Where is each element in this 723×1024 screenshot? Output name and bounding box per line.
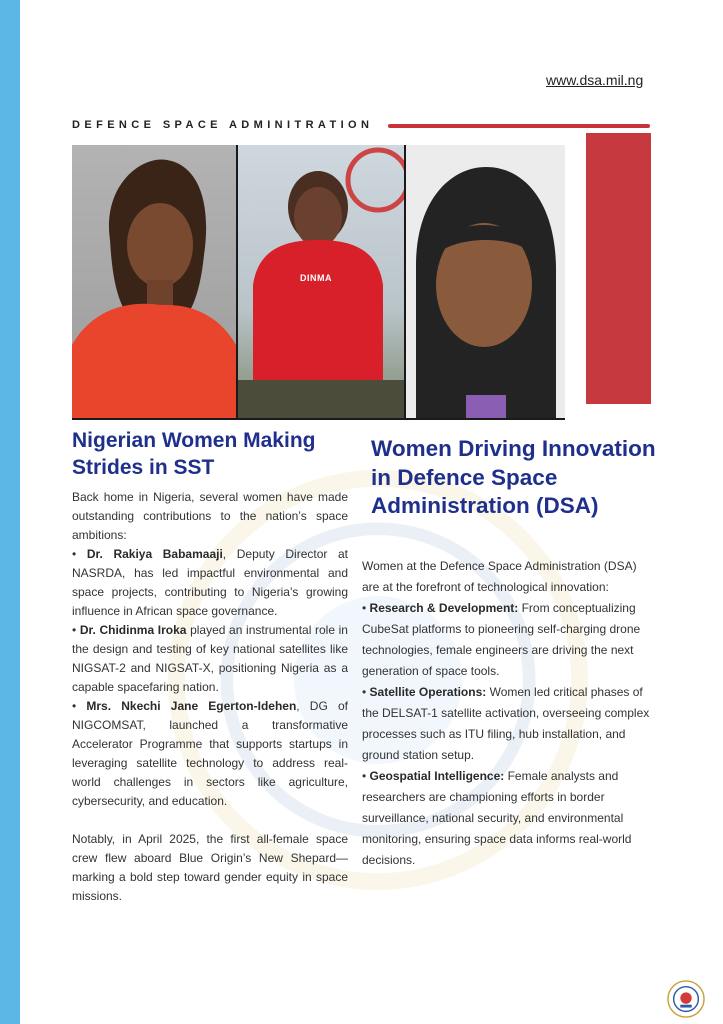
dsa-seal-icon (667, 980, 705, 1018)
right-list-item: • Research & Development: From conceptualizing CubeSat platforms to pioneering self-charging drone technologies, female engineers are driving the next generation of space tools. (362, 601, 641, 678)
portrait-photo-1 (72, 145, 236, 418)
item-heading: Satellite Operations: (369, 685, 487, 699)
right-section-title: Women Driving Innovation in Defence Space Administration (DSA) (371, 436, 656, 518)
side-accent-bar (0, 0, 20, 1024)
portrait-photo-2 (238, 145, 404, 418)
header-label: DEFENCE SPACE ADMINITRATION (72, 119, 374, 131)
right-intro-paragraph: Women at the Defence Space Administration (DSA) are at the forefront of technological innovation: (362, 559, 637, 594)
item-heading: Geospatial Intelligence: (369, 769, 505, 783)
right-list-item: • Satellite Operations: Women led critical phases of the DELSAT-1 satellite activation, overseeing complex processes such as ITU filing, hub installation, and ground station setup. (362, 685, 650, 762)
shirt-print: DINMA (300, 273, 332, 283)
left-list-item: • Dr. Chidinma Iroka played an instrumental role in the design and testing of key national satellites like NIGSAT-2 and NIGSAT-X, positioning Nigeria as a capable spacefaring nation. (72, 623, 348, 694)
item-text: Women led critical phases of the DELSAT-1 satellite activation, overseeing complex processes such as ITU filing, hub installation, and ground station setup. (362, 685, 650, 762)
website-link[interactable]: www.dsa.mil.ng (546, 72, 644, 88)
left-article-body (72, 488, 348, 906)
person-name: Mrs. Nkechi Jane Egerton-Idehen (86, 699, 297, 713)
item-heading: Research & Development: (369, 601, 519, 615)
red-accent-block (586, 133, 651, 404)
photo-strip (72, 145, 565, 420)
right-list-item: • Geospatial Intelligence: Female analysts and researchers are championing efforts in border surveillance, national security, and environmental monitoring, ensuring space data informs real-world decisions. (362, 769, 632, 867)
item-text: played an instrumental role in the design and testing of key national satellites like NIGSAT-2 and NIGSAT-X, positioning Nigeria as a capable spacefaring nation. (72, 623, 348, 694)
left-list-item: • Dr. Rakiya Babamaaji, Deputy Director at NASRDA, has led impactful environmental and space projects, contributing to Nigeria’s growing influence in African space governance. (72, 547, 349, 618)
portrait-photo-3 (406, 145, 565, 418)
right-article-body (362, 556, 654, 871)
left-list-item: • Mrs. Nkechi Jane Egerton-Idehen, DG of NIGCOMSAT, launched a transformative Accelerator Programme that supports startups in leveraging satellite technology to address real-world challenges in sectors like agriculture, cybersecurity, and education. (72, 699, 348, 808)
header-rule (388, 124, 650, 128)
left-section-title: Nigerian Women Making Strides in SST (72, 429, 316, 479)
person-name: Dr. Chidinma Iroka (79, 623, 187, 637)
person-name: Dr. Rakiya Babamaaji (86, 547, 223, 561)
item-text: From conceptualizing CubeSat platforms to pioneering self-charging drone technologies, female engineers are driving the next generation of space tools. (362, 601, 641, 678)
item-text: , Deputy Director at NASRDA, has led impactful environmental and space projects, contributing to Nigeria’s growing influence in African space governance. (72, 547, 349, 618)
left-closing-paragraph: Notably, in April 2025, the first all-female space crew flew aboard Blue Origin’s New Shepard—marking a bold step toward gender equity in space missions. (72, 832, 348, 903)
left-intro-paragraph: Back home in Nigeria, several women have made outstanding contributions to the nation’s space ambitions: (72, 490, 348, 542)
item-text: Female analysts and researchers are championing efforts in border surveillance, national security, and environmental monitoring, ensuring space data informs real-world decisions. (362, 769, 632, 867)
item-text: , DG of NIGCOMSAT, launched a transformative Accelerator Programme that supports startups in leveraging satellite technology to address real-world challenges in sectors like agriculture, cybersecurity, and education. (72, 699, 348, 808)
